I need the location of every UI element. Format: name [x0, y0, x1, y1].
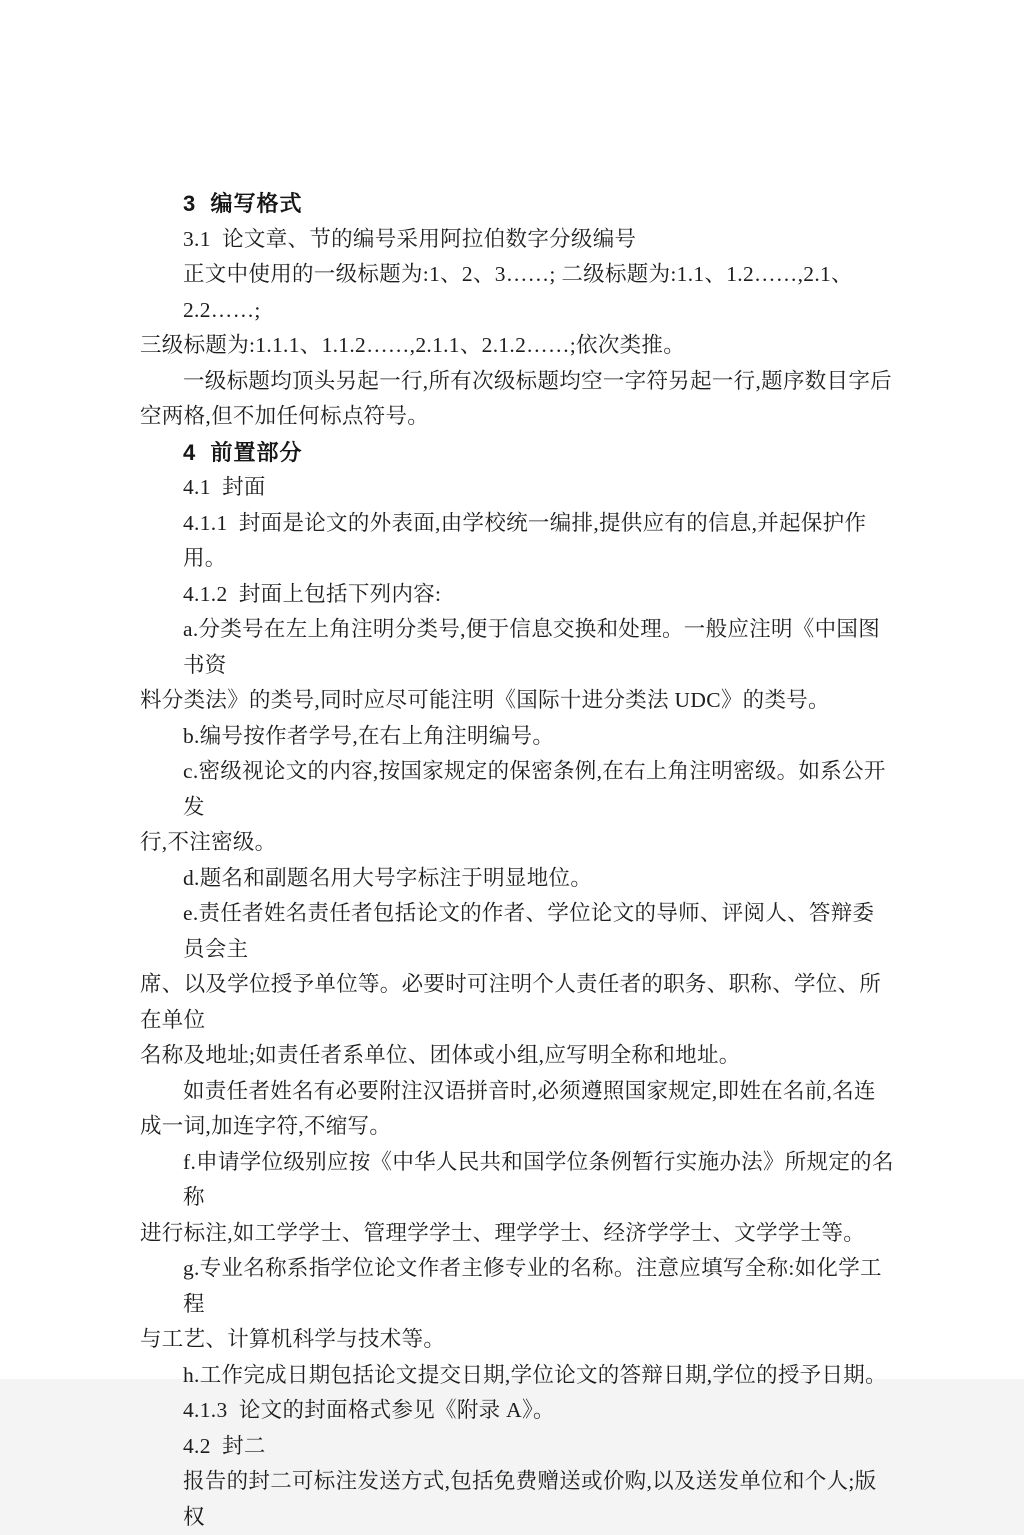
item-g-line: g.专业名称系指学位论文作者主修专业的名称。注意应填写全称:如化学工程: [183, 1256, 882, 1316]
item-c-line: c.密级视论文的内容,按国家规定的保密条例,在右上角注明密级。如系公开发: [183, 759, 886, 819]
document-content: [140, 186, 896, 1535]
text-line: 正文中使用的一级标题为:1、2、3……; 二级标题为:1.1、1.2……,2.1、2.2……;: [183, 262, 853, 322]
section-heading-3: 3 编写格式: [183, 191, 303, 216]
text-line: 空两格,但不加任何标点符号。: [140, 404, 430, 428]
item-h-line: h.工作完成日期包括论文提交日期,学位论文的答辩日期,学位的授予日期。: [183, 1362, 887, 1387]
subsection-heading-3-1: 3.1 论文章、节的编号采用阿拉伯数字分级编号: [183, 226, 637, 251]
text-line: 一级标题均顶头另起一行,所有次级标题均空一字符另起一行,题序数目字后: [183, 368, 892, 393]
item-e-note-line: 如责任者姓名有必要附注汉语拼音时,必须遵照国家规定,即姓在名前,名连: [183, 1078, 876, 1103]
item-f-line: 进行标注,如工学学士、管理学学士、理学学士、经济学学士、文学学士等。: [140, 1220, 866, 1245]
subsection-heading-4-2: 4.2 封二: [183, 1433, 266, 1458]
item-a-line: a.分类号在左上角注明分类号,便于信息交换和处理。一般应注明《中国图书资: [183, 617, 880, 677]
text-line: 报告的封二可标注发送方式,包括免费赠送或价购,以及送发单位和个人;版权: [183, 1469, 877, 1529]
clause-4-1-2: 4.1.2 封面上包括下列内容:: [183, 581, 442, 606]
item-e-note-line: 成一词,加连字符,不缩写。: [140, 1114, 392, 1138]
item-a-line: 料分类法》的类号,同时应尽可能注明《国际十进分类法 UDC》的类号。: [140, 688, 830, 712]
subsection-heading-4-1: 4.1 封面: [183, 475, 266, 499]
clause-4-1-1: 4.1.1 封面是论文的外表面,由学校统一编排,提供应有的信息,并起保护作用。: [183, 510, 867, 570]
item-f-line: f.申请学位级别应按《中华人民共和国学位条例暂行实施办法》所规定的名称: [183, 1149, 894, 1209]
section-heading-4: 4 前置部分: [183, 439, 303, 465]
item-e-line: 席、以及学位授予单位等。必要时可注明个人责任者的职务、职称、学位、所在单位: [140, 972, 882, 1032]
item-g-line: 与工艺、计算机科学与技术等。: [140, 1327, 446, 1351]
item-b-line: b.编号按作者学号,在右上角注明编号。: [183, 723, 555, 748]
text-line: 三级标题为:1.1.1、1.1.2……,2.1.1、2.1.2……;依次类推。: [140, 333, 686, 357]
item-e-line: e.责任者姓名责任者包括论文的作者、学位论文的导师、评阅人、答辩委员会主: [183, 901, 875, 961]
item-c-line: 行,不注密级。: [140, 830, 277, 854]
clause-4-1-3: 4.1.3 论文的封面格式参见《附录 A》。: [183, 1398, 555, 1422]
item-e-line: 名称及地址;如责任者系单位、团体或小组,应写明全称和地址。: [140, 1043, 741, 1067]
item-d-line: d.题名和副题名用大号字标注于明显地位。: [183, 865, 593, 890]
